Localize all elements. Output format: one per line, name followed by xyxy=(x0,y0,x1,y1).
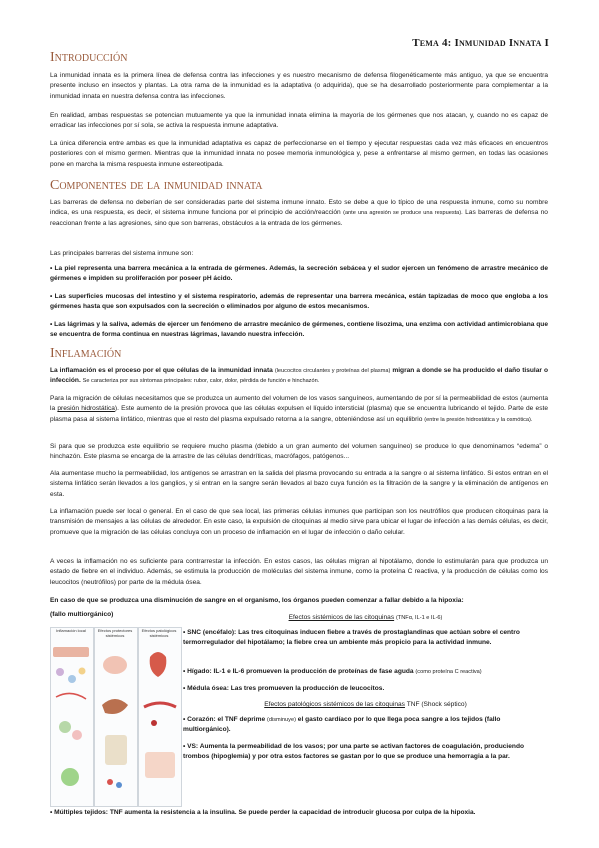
figure-illustration xyxy=(50,627,180,805)
activated-leukocyte xyxy=(61,768,79,786)
pathologic-effects-title: Efectos patológicos sistémicos de las citoquinas TNF (Shock séptico) xyxy=(264,701,467,708)
cytokine-cell xyxy=(68,675,76,683)
bone-marrow-shape xyxy=(105,735,127,765)
barrera-mucosas-bullet: • Las superficies mucosas del intestino y el sistema respiratorio, además de representar una barrera mecánica, están tapizadas de moco que engloba a los gérmenes hasta que son expulsados con la secreción o eliminados por alguno de estos mecanismos. xyxy=(50,293,548,311)
componentes-paragraph-2: Las principales barreras del sistema inmune son: xyxy=(50,250,194,257)
systemic-effects-title: Efectos sistémicos de las citoquinas (TNFα, IL-1 e IL-6) xyxy=(288,614,443,621)
leukocyte-cell xyxy=(72,730,82,740)
barrera-lagrimas-bullet: • Las lágrimas y la saliva, además de ejercer un fenómeno de arrastre mecánico de gérmenes, contiene lisozima, una enzima con actividad antimicrobiana que se encuentra de forma continua en nuestras lágrimas, lavando nuestra infección. xyxy=(50,321,548,339)
inflamacion-paragraph-5: La inflamación puede ser local o general. En el caso de que sea local, las primeras células inmunes que participan son los neutrófilos que producen citoquinas para la transmisión de mensajes a las células de alrededor. En este caso, la expulsión de citoquinas al medio sirve para ubicar el lugar de infección a las demás células, es decir, promueve que la migración de las células concluya con un proceso de inflamación en el lugar de infección o daño celular. xyxy=(50,508,548,536)
cytokine-cell xyxy=(79,668,86,675)
vessel-shape xyxy=(144,703,176,707)
heart-shape xyxy=(150,652,167,677)
inflamacion-paragraph-4: Ala aumentase mucho la permeabilidad, los antígenos se arrastran en la salida del plasma provocando su entrada a la sangre o al sistema linfático. Si estos entran en el sistema linfático serán llevados a los ganglios, y si entran en la sangre serán llevados al bazo cuya función es la filtración de la sangre y la eliminación de antígenos en esta. xyxy=(50,470,548,498)
page-header-title: Tema 4: Inmunidad Innata I xyxy=(412,37,549,49)
multiple-tissues-shape xyxy=(145,752,175,778)
thrombus-shape xyxy=(151,720,157,726)
barrera-piel-bullet: • La piel representa una barrera mecánica a la entrada de gérmenes. Además, la secreción sebácea y el sudor ejercen un fenómeno de arrastre mecánico de gérmenes e impiden su proliferación por poseer pH ácido. xyxy=(50,265,548,283)
inflamacion-paragraph-3: Si para que se produzca este equilibrio se requiere mucho plasma (debido a un gran aumento del volumen sanguíneo) se produce lo que denominamos “edema” o hinchazón. Este plasma se encarga de la arrastre de las células dendríticas, macrófagos, patógenos... xyxy=(50,443,548,461)
multiples-tejidos-bullet: • Múltiples tejidos: TNF aumenta la resistencia a la insulina. Se puede perder la capacidad de introducir glucosa por culpa de la hipoxia. xyxy=(50,809,476,816)
figure-col1-title: Inflamación local xyxy=(56,628,86,633)
leukocyte-cell xyxy=(116,782,122,788)
cytokine-cell xyxy=(56,668,64,676)
intro-paragraph-1: La inmunidad innata es la primera línea de defensa contra las infecciones y es nuestro mecanismo de defensa filogenéticamente más antiguo, ya que se encuentra presente incluso en insectos y plantas. La otra rama de la inmunidad es la adaptativa (o adquirida), que se ha desarrollado posteriormente para complementar a la inmunidad innata en nuestra defensa contra las infecciones. xyxy=(50,72,548,100)
inflamacion-paragraph-7: En caso de que se produzca una disminución de sangre en el organismo, los órganos pueden comenzar a fallar debido a la hipoxia: xyxy=(50,597,464,604)
heading-componentes: Componentes de la inmunidad innata xyxy=(50,178,263,193)
fallo-multiorganico-label: (fallo multiorgánico) xyxy=(50,611,114,618)
endothelium-shape xyxy=(53,647,89,657)
componentes-paragraph-1: Las barreras de defensa no deberían de ser consideradas parte del sistema inmune innato. Esto se debe a que lo típico de una respuesta inmune, como su nombre indica, es una respuesta, es decir, el sistema inmune funciona por el principio de acción/reacción (ante una agresión se produce una respuesta). Las barreras de defensa no reaccionan frente a las agresiones, sino que son barreras, obstáculos a la entrada de los gérmenes. xyxy=(50,199,548,227)
vs-bullet: • VS: Aumenta la permeabilidad de los vasos; por una parte se activan factores de coagulación, produciendo trombos (hipoglemia) y por otra estos factores se gastan por lo que se produce una hemorragia a la par. xyxy=(183,743,524,761)
vessel-shape xyxy=(56,693,86,699)
medula-bullet: • Médula ósea: Las tres promueven la producción de leucocitos. xyxy=(183,685,385,692)
inflamacion-paragraph-2: Para la migración de células necesitamos que se produzca un aumento del volumen de los vasos sanguíneos, aumentando de por sí la permeabilidad de estos (aumenta la presión hidrostática). Este aumento de la presión provoca que las células expulsen el líquido intersticial (plasma) que se encuentra lubricando el tejido. Parte de este plasma pasa al sistema linfático, mientras que el resto del plasma expulsado retorna a la sangre, obteniéndose así un equilibrio (entre la presión hidrostática y la osmótica). xyxy=(50,395,548,423)
figure-col2-title: Efectos protectores sistémicos xyxy=(97,628,133,638)
leukocyte-cell xyxy=(59,721,71,733)
inflammation-figure xyxy=(50,627,180,805)
heading-inflamacion: Inflamación xyxy=(50,346,122,361)
leukocyte-cell xyxy=(107,779,113,785)
higado-bullet: • Hígado: IL-1 e IL-6 promueven la producción de proteínas de fase aguda (como proteína C reactiva) xyxy=(183,668,482,675)
figure-col3-title: Efectos patológicos sistémicos xyxy=(141,628,177,638)
liver-shape xyxy=(102,699,128,714)
inflamacion-paragraph-1: La inflamación es el proceso por el que células de la inmunidad innata (leucocitos circulantes y proteínas del plasma) migran a donde se ha producido el daño tisular o infección. Se caracteriza por sus síntomas principales: rubor, calor, dolor, pérdida de función e hinchazón. xyxy=(50,367,548,385)
corazon-bullet: • Corazón: el TNF deprime (disminuye) el gasto cardíaco por lo que llega poca sangre a los tejidos (fallo multiorgánico). xyxy=(183,716,501,734)
heading-introduccion: Introducción xyxy=(50,50,128,65)
inflamacion-paragraph-6: A veces la inflamación no es suficiente para contrarrestar la infección. En estos casos, las células migran al hipotálamo, donde lo estimularán para que produzca un estado de fiebre en el individuo. Además, se estimula la producción de moléculas del sistema inmune, como la proteína C reactiva, y la producción de células como los leucocitos (neutrófilos) por parte de la médula ósea. xyxy=(50,558,548,586)
brain-shape xyxy=(103,656,127,674)
snc-bullet: • SNC (encéfalo): Las tres citoquinas inducen fiebre a través de prostaglandinas que actúan sobre el centro termorregulador del hipotálamo; la fiebre crea un ambiente más propicio para la actividad inmune. xyxy=(183,629,520,647)
intro-paragraph-3: La única diferencia entre ambas es que la inmunidad adaptativa es capaz de perfeccionarse en el tiempo y ejecutar respuestas cada vez más eficaces en encuentros posteriores con el mismo germen. Mientras que la inmunidad innata no posee memoria inmunológica y, pese a enfrentarse al mismo germen, en todas las ocasiones pone en marcha la misma respuesta inmune estereotipada. xyxy=(50,140,548,168)
intro-paragraph-2: En realidad, ambas respuestas se potencian mutuamente ya que la inmunidad innata elimina la mayoría de los gérmenes que nos atacan, y, cuando no es capaz de erradicar las infecciones por sí sola, se activa la respuesta inmune adaptativa. xyxy=(50,112,548,130)
